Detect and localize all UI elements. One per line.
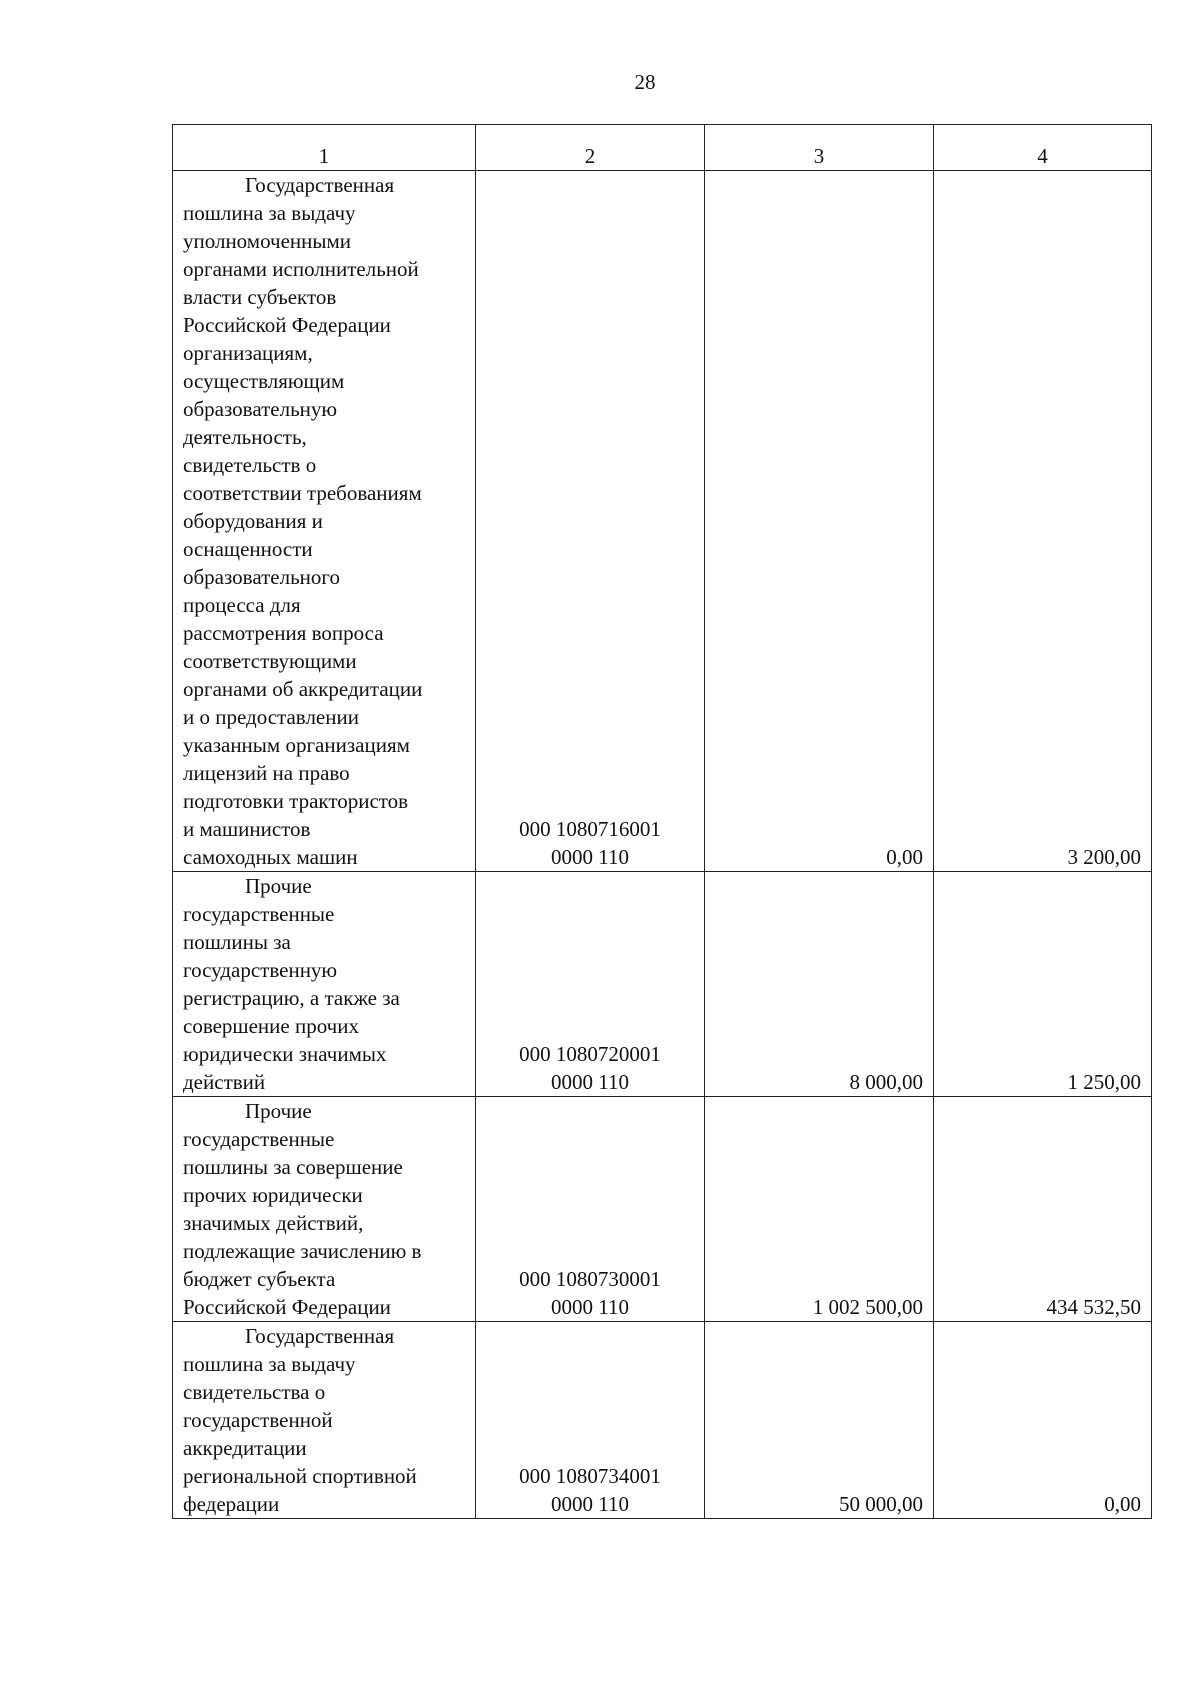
revenue-item-name-line: Прочие — [245, 874, 312, 898]
page-number: 28 — [634, 70, 656, 94]
budget-classification-code-line: 0000 110 — [551, 1492, 629, 1516]
revenue-item-name-line: бюджет субъекта — [183, 1267, 336, 1291]
revenue-item-name-line: образовательную — [183, 397, 338, 421]
revenue-item-name-line: самоходных машин — [183, 845, 358, 869]
revenue-item-name-line: Российской Федерации — [183, 1295, 391, 1319]
table-row — [173, 171, 1152, 872]
revenue-item-name-line: образовательного — [183, 565, 340, 589]
table-header-row — [173, 125, 1152, 171]
revenue-item-name-line: свидетельств о — [183, 453, 317, 477]
budget-revenue-table — [172, 124, 1152, 1519]
table-row — [173, 872, 1152, 1097]
revenue-item-name — [173, 1097, 476, 1322]
revenue-item-name-line: соответствующими — [183, 649, 357, 673]
revenue-item-name-line: государственные — [183, 1127, 335, 1151]
revenue-item-name-line: осуществляющим — [183, 369, 345, 393]
amount-column-3: 8 000,00 — [705, 872, 934, 1097]
revenue-item-name-line: и машинистов — [183, 817, 311, 841]
revenue-item-name-line: Российской Федерации — [183, 313, 391, 337]
revenue-item-name-line: государственную — [183, 958, 338, 982]
revenue-item-name-line: государственные — [183, 902, 335, 926]
revenue-item-name-line: региональной спортивной — [183, 1464, 417, 1488]
budget-classification-code-line: 000 1080734001 — [519, 1464, 661, 1488]
revenue-item-name-line: Прочие — [245, 1099, 312, 1123]
budget-classification-code — [476, 1097, 705, 1322]
revenue-item-name-line: деятельность, — [183, 425, 307, 449]
revenue-item-name-line: уполномоченными — [183, 229, 352, 253]
revenue-item-name-line: Государственная — [245, 173, 395, 197]
column-header-2: 2 — [476, 125, 705, 171]
budget-classification-code — [476, 872, 705, 1097]
revenue-item-name-line: пошлина за выдачу — [183, 1352, 356, 1376]
revenue-item-name-line: оснащенности — [183, 537, 313, 561]
amount-column-3: 50 000,00 — [705, 1322, 934, 1519]
revenue-item-name-line: юридически значимых — [183, 1042, 387, 1066]
amount-column-3: 1 002 500,00 — [705, 1097, 934, 1322]
revenue-item-name-line: органами об аккредитации — [183, 677, 423, 701]
budget-classification-code — [476, 1322, 705, 1519]
table-row — [173, 1322, 1152, 1519]
revenue-item-name-line: подготовки трактористов — [183, 789, 409, 813]
revenue-item-name-line: органами исполнительной — [183, 257, 419, 281]
revenue-item-name-line: власти субъектов — [183, 285, 337, 309]
amount-column-4: 0,00 — [934, 1322, 1152, 1519]
revenue-item-name-line: действий — [183, 1070, 266, 1094]
revenue-item-name-line: соответствии требованиям — [183, 481, 422, 505]
revenue-item-name-line: регистрацию, а также за — [183, 986, 400, 1010]
amount-column-4: 1 250,00 — [934, 872, 1152, 1097]
revenue-item-name-line: и о предоставлении — [183, 705, 359, 729]
amount-column-4: 3 200,00 — [934, 171, 1152, 872]
table-row — [173, 1097, 1152, 1322]
budget-classification-code-line: 000 1080720001 — [519, 1042, 661, 1066]
amount-column-3: 0,00 — [705, 171, 934, 872]
revenue-item-name-line: государственной — [183, 1408, 333, 1432]
budget-classification-code-line: 000 1080716001 — [519, 817, 661, 841]
budget-classification-code-line: 0000 110 — [551, 845, 629, 869]
budget-classification-code-line: 000 1080730001 — [519, 1267, 661, 1291]
amount-column-4: 434 532,50 — [934, 1097, 1152, 1322]
revenue-item-name — [173, 1322, 476, 1519]
revenue-item-name-line: организациям, — [183, 341, 313, 365]
revenue-item-name-line: аккредитации — [183, 1436, 307, 1460]
revenue-item-name-line: Государственная — [245, 1324, 395, 1348]
revenue-item-name-line: свидетельства о — [183, 1380, 326, 1404]
table-body — [173, 171, 1152, 1519]
revenue-item-name-line: пошлины за — [183, 930, 291, 954]
revenue-item-name-line: пошлина за выдачу — [183, 201, 356, 225]
budget-classification-code-line: 0000 110 — [551, 1295, 629, 1319]
revenue-item-name-line: совершение прочих — [183, 1014, 359, 1038]
revenue-item-name — [173, 872, 476, 1097]
column-header-4: 4 — [934, 125, 1152, 171]
revenue-item-name — [173, 171, 476, 872]
revenue-item-name-line: прочих юридически — [183, 1183, 363, 1207]
revenue-item-name-line: подлежащие зачислению в — [183, 1239, 422, 1263]
revenue-item-name-line: пошлины за совершение — [183, 1155, 403, 1179]
budget-classification-code — [476, 171, 705, 872]
revenue-item-name-line: рассмотрения вопроса — [183, 621, 384, 645]
budget-classification-code-line: 0000 110 — [551, 1070, 629, 1094]
revenue-item-name-line: процесса для — [183, 593, 301, 617]
revenue-item-name-line: федерации — [183, 1492, 280, 1516]
revenue-item-name-line: лицензий на право — [183, 761, 350, 785]
revenue-item-name-line: указанным организациям — [183, 733, 410, 757]
revenue-item-name-line: оборудования и — [183, 509, 323, 533]
column-header-3: 3 — [705, 125, 934, 171]
column-header-1: 1 — [173, 125, 476, 171]
revenue-item-name-line: значимых действий, — [183, 1211, 364, 1235]
